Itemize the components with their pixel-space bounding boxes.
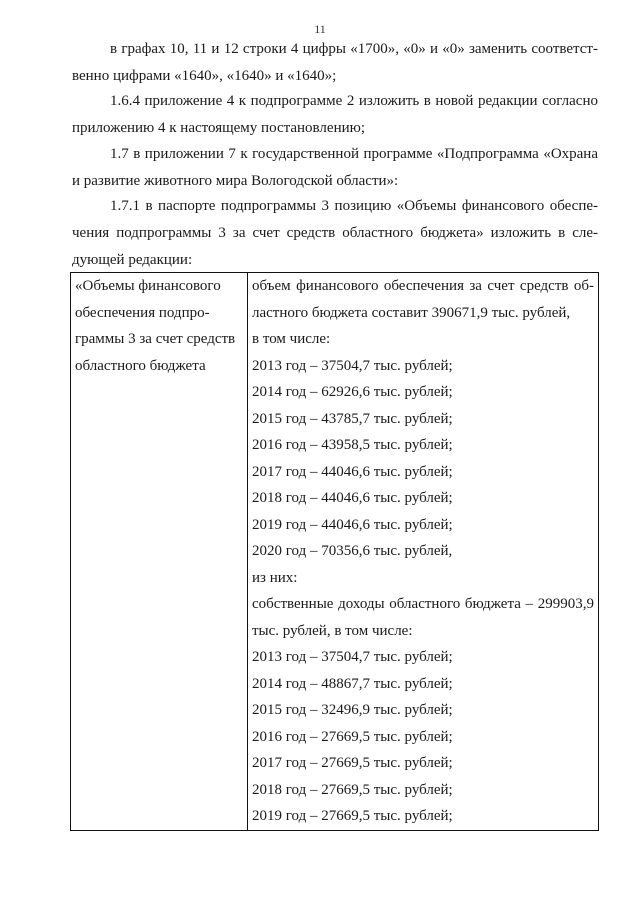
cell-line: 2016 год – 43958,5 тыс. рублей; <box>252 437 453 453</box>
paragraph-line: 1.7.1 в паспорте подпрограммы 3 позицию «Объемы финансового обеспе- <box>110 198 598 214</box>
cell-line: 2019 год – 27669,5 тыс. рублей; <box>252 808 453 824</box>
cell-line: в том числе: <box>252 331 331 347</box>
cell-line: обеспечения подпро- <box>75 304 210 321</box>
paragraph-3 <box>72 141 598 195</box>
paragraph-line: приложению 4 к настоящему постановлению; <box>72 120 365 136</box>
paragraph-line: дующей редакции: <box>72 252 193 268</box>
paragraph-line: 1.7 в приложении 7 к государственной программе «Подпрограмма «Охрана <box>110 146 598 162</box>
table-row <box>71 273 599 831</box>
cell-line: 2015 год – 32496,9 тыс. рублей; <box>252 702 453 718</box>
cell-line: 2018 год – 44046,6 тыс. рублей; <box>252 490 453 506</box>
cell-line: 2013 год – 37504,7 тыс. рублей; <box>252 649 453 665</box>
cell-line: граммы 3 за счет средств <box>75 331 236 347</box>
cell-line: из них: <box>252 569 298 586</box>
cell-line: 2016 год – 27669,5 тыс. рублей; <box>252 728 453 745</box>
cell-line: областного бюджета <box>75 357 206 374</box>
financing-table <box>70 272 599 831</box>
cell-line: 2019 год – 44046,6 тыс. рублей; <box>252 516 453 533</box>
paragraph-line: в графах 10, 11 и 12 строки 4 цифры «1700», «0» и «0» заменить соответст- <box>110 41 598 57</box>
cell-line: объем финансового обеспечения за счет средств об- <box>252 278 594 294</box>
cell-line: собственные доходы областного бюджета – 299903,9 <box>252 596 594 612</box>
paragraph-1 <box>72 36 598 90</box>
cell-line: «Объемы финансового <box>75 278 221 294</box>
paragraph-line: чения подпрограммы 3 за счет средств областного бюджета» изложить в сле- <box>72 225 598 241</box>
paragraph-2 <box>72 88 598 142</box>
cell-line: 2020 год – 70356,6 тыс. рублей, <box>252 543 453 559</box>
paragraph-line: и развитие животного мира Вологодской области»: <box>72 173 399 189</box>
cell-line: 2014 год – 62926,6 тыс. рублей; <box>252 384 453 400</box>
cell-line: ластного бюджета составит 390671,9 тыс. рублей, <box>252 304 571 321</box>
cell-line: 2017 год – 27669,5 тыс. рублей; <box>252 755 453 771</box>
cell-line: 2015 год – 43785,7 тыс. рублей; <box>252 410 453 427</box>
paragraph-4 <box>72 193 598 274</box>
cell-line: 2013 год – 37504,7 тыс. рублей; <box>252 357 453 374</box>
paragraph-line: 1.6.4 приложение 4 к подпрограмме 2 изложить в новой редакции согласно <box>110 93 598 109</box>
cell-line: 2018 год – 27669,5 тыс. рублей; <box>252 781 453 798</box>
cell-line: 2014 год – 48867,7 тыс. рублей; <box>252 675 453 692</box>
cell-line: тыс. рублей, в том числе: <box>252 622 413 639</box>
cell-line: 2017 год – 44046,6 тыс. рублей; <box>252 463 453 480</box>
paragraph-line: венно цифрами «1640», «1640» и «1640»; <box>72 68 337 84</box>
position-value-cell <box>248 273 599 831</box>
page-number: 11 <box>314 22 326 36</box>
position-name-cell <box>71 273 248 831</box>
